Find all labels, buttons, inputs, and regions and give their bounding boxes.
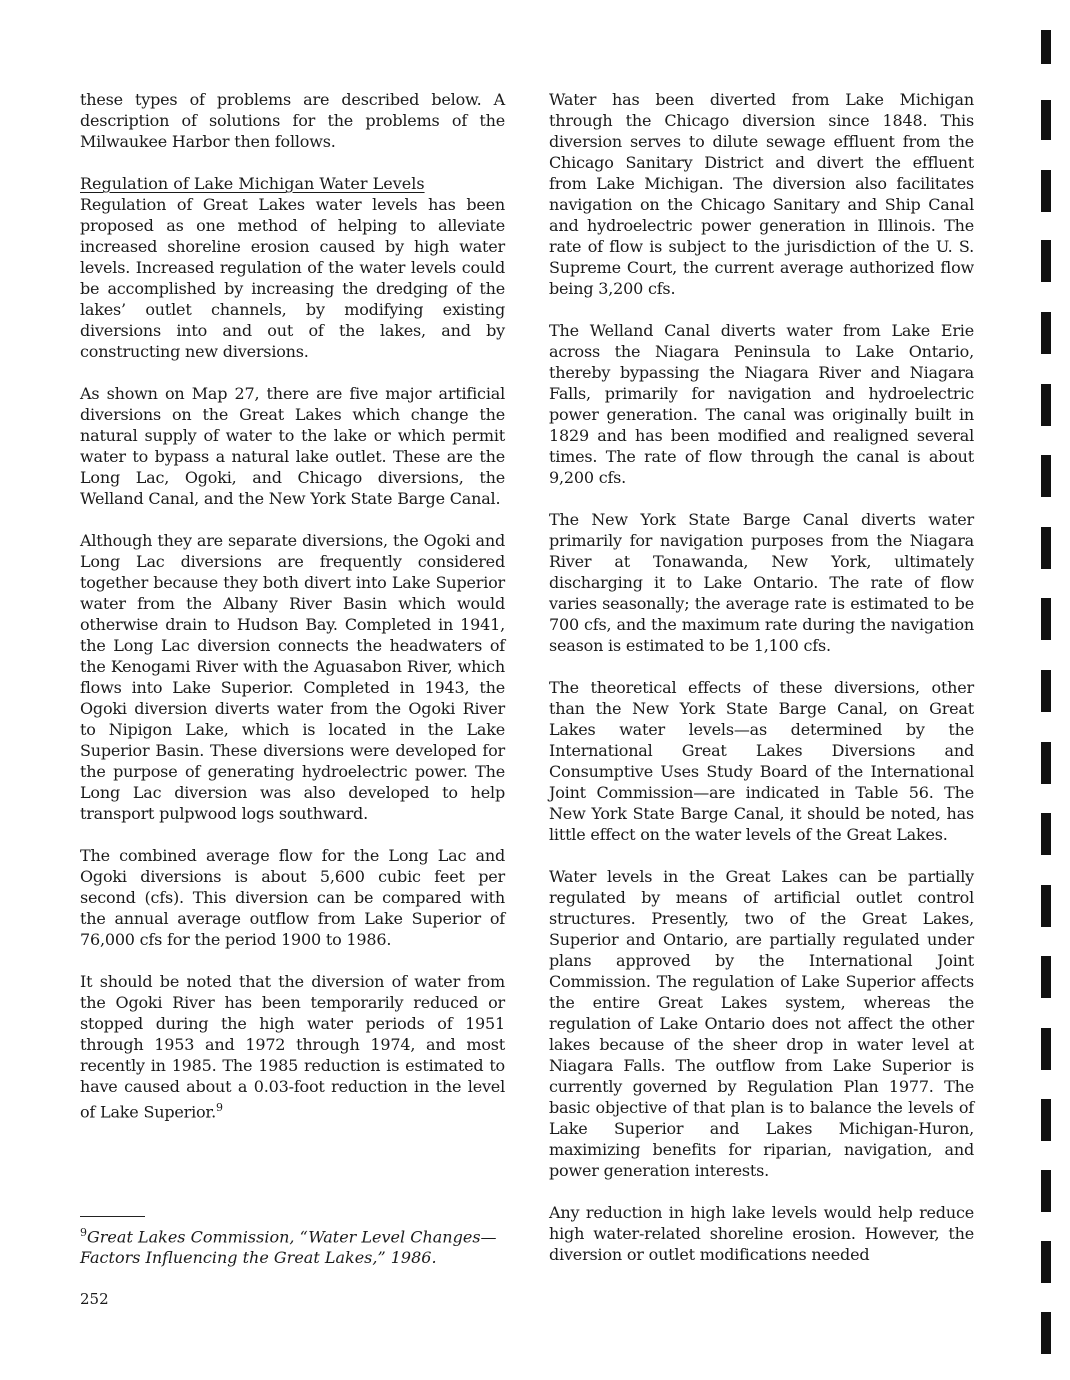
paragraph: Any reduction in high lake levels would help reduce high water-related shoreline erosion. However, the diversion or outlet modifications needed (549, 1203, 974, 1264)
paragraph: Water levels in the Great Lakes can be partially regulated by means of artificial outlet control structures. Presently, two of the Great Lakes, Superior and Ontario, are partially regulated under plans approved by the International Joint Commission. The regulation of Lake Superior affects the entire Great Lakes system, whereas the regulation of Lake Ontario does not affect the other lakes because of the sheer drop in water level at Niagara Falls. The outflow from Lake Superior is currently governed by Regulation Plan 1977. The basic objective of that plan is to balance the levels of Lake Superior and Lakes Michigan-Huron, maximizing benefits for riparian, navigation, and power generation interests. (549, 867, 974, 1180)
edge-mark (1041, 455, 1051, 497)
edge-mark (1041, 384, 1051, 426)
footnote-marker: 9 (80, 1226, 87, 1239)
edge-mark (1041, 312, 1051, 354)
edge-mark (1041, 170, 1051, 212)
edge-mark (1041, 30, 1051, 64)
edge-mark (1041, 1028, 1051, 1070)
scan-edge-marks (1041, 0, 1053, 1380)
footnote-reference: 9 (216, 1101, 223, 1114)
left-column (80, 89, 505, 1122)
edge-mark (1041, 956, 1051, 998)
paragraph-text: It should be noted that the diversion of water from the Ogoki River has been temporarily reduced or stopped during the high water periods of 1951 through 1953 and 1972 through 1974, and most recently in 1985. The 1985 reduction is estimated to have caused about a 0.03-foot reduction in the level of Lake Superior. (80, 972, 505, 1122)
edge-mark (1041, 100, 1051, 140)
edge-mark (1041, 670, 1051, 712)
paragraph: Although they are separate diversions, the Ogoki and Long Lac diversions are frequently considered together because they both divert into Lake Superior water from the Albany River Basin which would otherwise drain to Hudson Bay. Completed in 1941, the Long Lac diversion connects the headwaters of the Kenogami River with the Aguasabon River, which flows into Lake Superior. Completed in 1943, the Ogoki diversion diverts water from the Ogoki River to Nipigon Lake, which is located in the Lake Superior Basin. These diversions were developed for the purpose of generating hydroelectric power. The Long Lac diversion was also developed to help transport pulpwood logs southward. (80, 531, 505, 823)
footnote (80, 1222, 510, 1268)
paragraph: The New York State Barge Canal diverts water primarily for navigation purposes from the Niagara River at Tonawanda, New York, ultimately discharging it to Lake Ontario. The rate of flow varies seasonally; the average rate is estimated to be 700 cfs, and the maximum rate during the navigation season is estimated to be 1,100 cfs. (549, 510, 974, 655)
footnote-divider (80, 1216, 145, 1217)
footnote-text: Great Lakes Commission, “Water Level Changes—Factors Influencing the Great Lakes,” 1986. (80, 1227, 497, 1268)
paragraph: Regulation of Great Lakes water levels has been proposed as one method of helping to alleviate increased shoreline erosion caused by high water levels. Increased regulation of the water levels could be accomplished by increasing the dredging of the lakes’ outlet channels, by modifying existing diversions into and out of the lakes, and by constructing new diversions. (80, 195, 505, 361)
edge-mark (1041, 1170, 1051, 1212)
page-number: 252 (80, 1290, 109, 1308)
section-heading: Regulation of Lake Michigan Water Levels (80, 174, 425, 193)
edge-mark (1041, 813, 1051, 855)
paragraph: As shown on Map 27, there are five major artificial diversions on the Great Lakes which change the natural supply of water to the lake or which permit water to bypass a natural lake outlet. These are the Long Lac, Ogoki, and Chicago diversions, the Welland Canal, and the New York State Barge Canal. (80, 384, 505, 508)
edge-mark (1041, 1099, 1051, 1141)
paragraph: The Welland Canal diverts water from Lake Erie across the Niagara Peninsula to Lake Ontario, thereby bypassing the Niagara River and Niagara Falls, primarily for navigation and hydroelectric power generation. The canal was originally built in 1829 and has been modified and realigned several times. The rate of flow through the canal is about 9,200 cfs. (549, 321, 974, 487)
edge-mark (1041, 527, 1051, 569)
edge-mark (1041, 1241, 1051, 1283)
paragraph: these types of problems are described below. A description of solutions for the problems of the Milwaukee Harbor then follows. (80, 90, 505, 151)
paragraph-with-footnote (80, 971, 505, 1122)
edge-mark (1041, 885, 1051, 927)
right-column (549, 89, 974, 1265)
paragraph: The theoretical effects of these diversions, other than the New York State Barge Canal, on Great Lakes water levels—as determined by the International Great Lakes Diversions and Consumptive Uses Study Board of the International Joint Commission—are indicated in Table 56. The New York State Barge Canal, it should be noted, has little effect on the water levels of the Great Lakes. (549, 678, 974, 844)
edge-mark (1041, 598, 1051, 640)
edge-mark (1041, 1312, 1051, 1354)
edge-mark (1041, 742, 1051, 784)
paragraph: The combined average flow for the Long Lac and Ogoki diversions is about 5,600 cubic feet per second (cfs). This diversion can be compared with the annual average outflow from Lake Superior of 76,000 cfs for the period 1900 to 1986. (80, 846, 505, 949)
edge-mark (1041, 240, 1051, 282)
paragraph: Water has been diverted from Lake Michigan through the Chicago diversion since 1848. This diversion serves to dilute sewage effluent from the Chicago Sanitary District and divert the effluent from Lake Michigan. The diversion also facilitates navigation on the Chicago Sanitary and Ship Canal and hydroelectric power generation in Illinois. The rate of flow is subject to the jurisdiction of the U. S. Supreme Court, the current average authorized flow being 3,200 cfs. (549, 90, 974, 298)
